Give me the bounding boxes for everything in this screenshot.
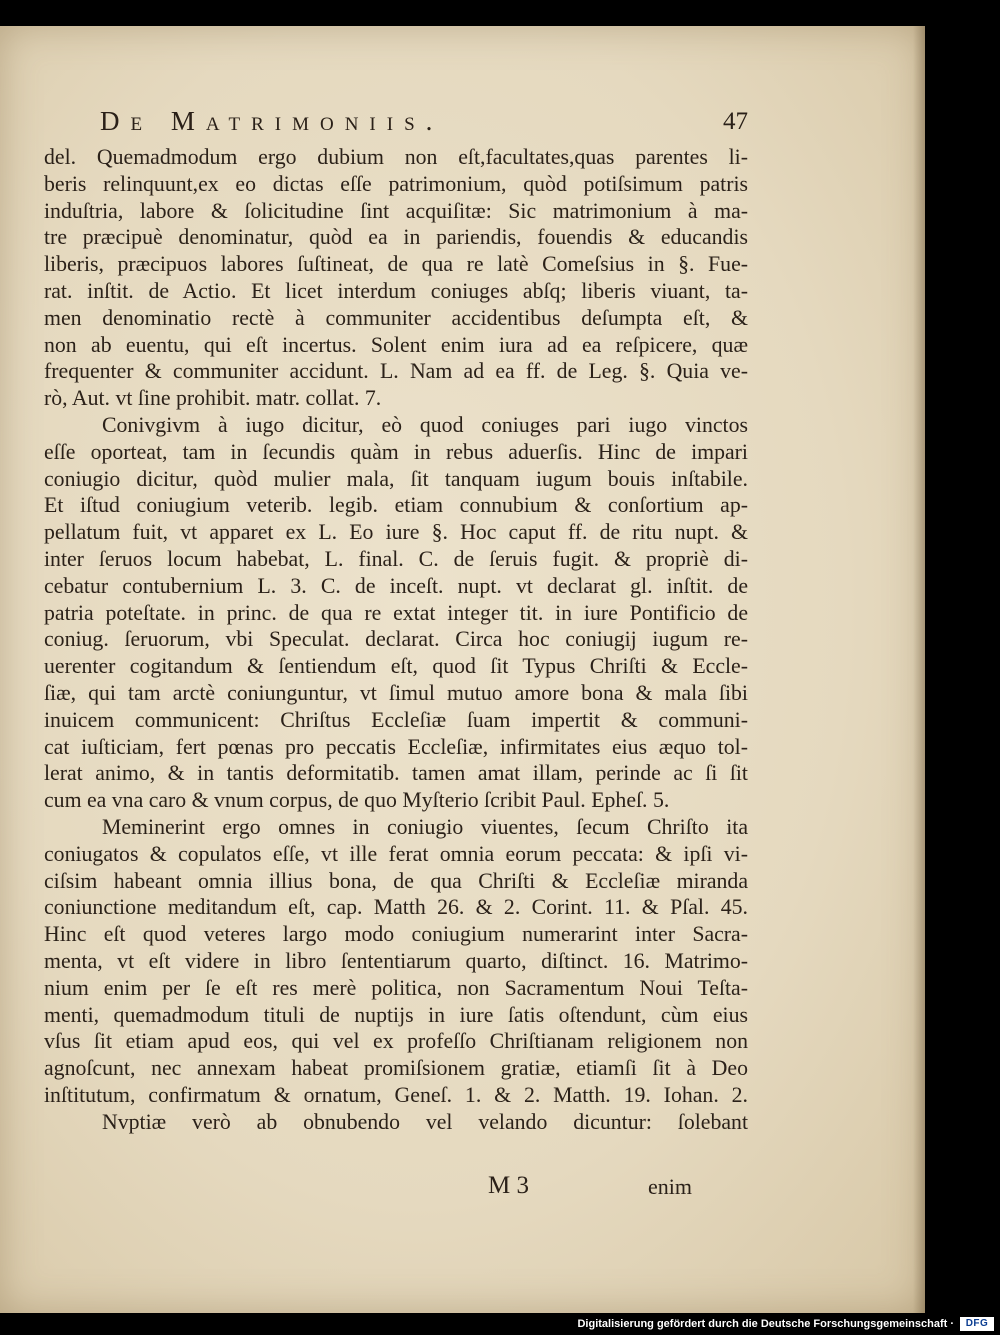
page-header [100,106,748,142]
text-line: patria poteſtate. in princ. de qua re extat integer tit. in iure Pontificio de [44,600,748,625]
text-line: coniugio dicitur, quòd mulier mala, ſit tanquam iugum bouis inſtabile. [44,466,748,491]
text-line: pellatum fuit, vt apparet ex L. Eo iure §. Hoc caput ff. de ritu nupt. & [44,520,748,545]
text-line: tre præcipuè denominatur, quòd ea in pariendis, fouendis & educandis [44,225,748,250]
text-line: frequenter & communiter accidunt. L. Nam ad ea ff. de Leg. §. Quia ve- [44,359,748,384]
text-line: uerenter cogitandum & ſentiendum eſt, quod ſit Typus Chriſti & Eccle- [44,654,748,679]
text-line: men denominatio rectè à communiter accidentibus deſumpta eſt, & [44,305,748,330]
running-title: De Matrimoniis. [100,106,444,136]
text-line: lerat animo, & in tantis deformitatib. tamen amat illam, perinde ac ſi ſit [44,761,748,786]
text-line: inuicem communicent: Chriſtus Eccleſiæ ſuam impertit & communi- [44,707,748,732]
text-line: menta, vt eſt videre in libro ſententiarum quarto, diſtinct. 16. Matrimo- [44,948,748,973]
book-page [0,26,925,1313]
text-line: Hinc eſt quod veteres largo modo coniugium numerarint inter Sacra- [44,922,748,947]
text-line: vſus ſit etiam apud eos, qui vel ex profeſſo Chriſtianam religionem non [44,1029,748,1054]
text-line: agnoſcunt, nec annexam habeat promiſsionem gratiæ, etiamſi ſit à Deo [44,1056,748,1081]
text-line: cebatur contubernium L. 3. C. de inceſt. nupt. vt declarat gl. inſtit. de [44,573,748,598]
text-line: ciſsim habeant omnia illius bona, de qua Chriſti & Eccleſiæ miranda [44,868,748,893]
text-line: Meminerint ergo omnes in coniugio viuentes, ſecum Chriſto ita [102,814,748,839]
text-line: rò, Aut. vt ſine prohibit. matr. collat. 7. [44,386,382,411]
text-line: coniunctione meditandum eſt, cap. Matth 26. & 2. Corint. 11. & Pſal. 45. [44,895,748,920]
dfg-logo-icon: DFG [960,1317,994,1331]
text-line: eſſe oporteat, tam in ſecundis quàm in rebus aduerſis. Hinc de impari [44,439,748,464]
text-line: menti, quemadmodum tituli de nuptijs in iure ſatis oſtendunt, cùm eius [44,1002,748,1027]
text-line: cum ea vna caro & vnum corpus, de quo Myſterio ſcribit Paul. Epheſ. 5. [44,788,670,813]
text-line: ſiæ, qui tam arctè coniunguntur, vt ſimul mutuo amore bona & mala ſibi [44,680,748,705]
text-line: inſtitutum, confirmatum & ornatum, Geneſ. 1. & 2. Matth. 19. Iohan. 2. [44,1082,748,1107]
body-text [44,144,748,1135]
text-line: Nvptiæ verò ab obnubendo vel velando dicuntur: ſolebant [102,1109,748,1134]
text-line: coniugatos & copulatos eſſe, vt ille ferat omnia eorum peccata: & ipſi vi- [44,841,748,866]
page-number: 47 [723,108,748,135]
digitization-credit: Digitalisierung gefördert durch die Deutsche Forschungsgemeinschaft · [577,1318,954,1330]
text-line: nium enim per ſe eſt res merè politica, non Sacramentum Noui Teſta- [44,975,748,1000]
digitization-footer [0,1313,1000,1335]
text-line: Conivgivm à iugo dicitur, eò quod coniuges pari iugo vinctos [102,412,748,437]
text-line: coniug. ſeruorum, vbi Speculat. declarat. Circa hoc coniugij iugum re- [44,627,748,652]
text-line: Et iſtud coniugium veterib. legib. etiam connubium & conſortium ap- [44,493,748,518]
text-line: cat iuſticiam, fert pœnas pro peccatis Eccleſiæ, infirmitates eius æquo tol- [44,734,748,759]
text-line: beris relinquunt,ex eo dictas eſſe patrimonium, quòd potiſsimum patris [44,171,748,196]
text-line: del. Quemadmodum ergo dubium non eſt,facultates,quas parentes li- [44,145,748,169]
text-line: non ab euentu, qui eſt incertus. Solent enim iura ad ea reſpicere, quæ [44,332,748,357]
text-line: induſtria, labore & ſolicitudine ſint acquiſitæ: Sic matrimonium à ma- [44,198,748,223]
signature-mark: M 3 [488,1172,529,1199]
text-line: inter ſeruos locum habebat, L. final. C. de ſeruis fugit. & propriè di- [44,546,748,571]
catchword: enim [648,1174,692,1199]
text-line: rat. inſtit. de Actio. Et licet interdum coniuges abſq; liberis viuant, ta- [44,278,748,303]
text-line: liberis, præcipuos labores ſuſtineat, de qua re latè Comeſsius in §. Fue- [44,252,748,277]
